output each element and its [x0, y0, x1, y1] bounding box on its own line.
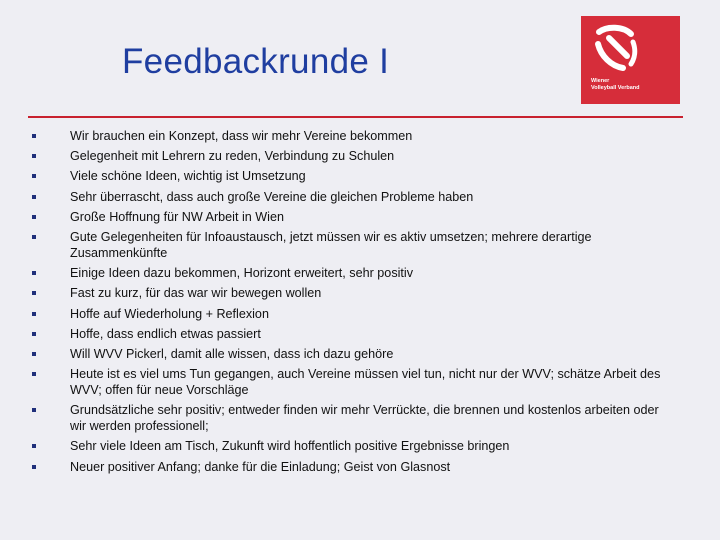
bullet-square-icon — [32, 408, 36, 412]
list-item — [32, 326, 672, 342]
list-item-text: Heute ist es viel ums Tun gegangen, auch Vereine müssen viel tun, nicht nur der WVV; schätze Arbeit des WVV; offen für neue Vorschläge — [70, 367, 661, 398]
list-item-text: Fast zu kurz, für das war wir bewegen wollen — [70, 286, 322, 301]
feedback-list — [32, 128, 672, 475]
list-item — [32, 189, 672, 205]
list-item-text: Hoffe auf Wiederholung + Reflexion — [70, 306, 269, 321]
list-item — [32, 306, 672, 322]
logo-text — [591, 78, 640, 92]
list-item — [32, 148, 672, 164]
list-item — [32, 128, 672, 144]
list-item — [32, 209, 672, 225]
list-item-text: Einige Ideen dazu bekommen, Horizont erweitert, sehr positiv — [70, 266, 414, 281]
list-item-text: Gelegenheit mit Lehrern zu reden, Verbindung zu Schulen — [70, 149, 395, 164]
list-item — [32, 438, 672, 454]
list-item — [32, 265, 672, 281]
bullet-square-icon — [32, 352, 36, 356]
list-item — [32, 459, 672, 475]
list-item — [32, 168, 672, 184]
bullet-square-icon — [32, 154, 36, 158]
list-item-text: Wir brauchen ein Konzept, dass wir mehr Vereine bekommen — [70, 129, 413, 143]
bullet-square-icon — [32, 134, 36, 138]
list-item-text: Gute Gelegenheiten für Infoaustausch, jetzt müssen wir es aktiv umsetzen; mehrere derartige Zusammenkünfte — [70, 229, 592, 260]
list-item-text: Hoffe, dass endlich etwas passiert — [70, 326, 261, 341]
wvv-logo — [581, 16, 680, 104]
list-item-text: Sehr viele Ideen am Tisch, Zukunft wird hoffentlich positive Ergebnisse bringen — [70, 439, 510, 454]
bullet-square-icon — [32, 332, 36, 336]
volleyball-logo-icon — [593, 24, 639, 74]
bullet-square-icon — [32, 174, 36, 178]
list-item — [32, 402, 672, 434]
list-item-text: Viele schöne Ideen, wichtig ist Umsetzung — [70, 169, 306, 184]
list-item — [32, 285, 672, 301]
list-item — [32, 366, 672, 398]
list-item-text: Sehr überrascht, dass auch große Vereine die gleichen Probleme haben — [70, 189, 474, 204]
bullet-square-icon — [32, 465, 36, 469]
logo-line-1: Wiener — [591, 78, 610, 84]
list-item — [32, 346, 672, 362]
bullet-square-icon — [32, 372, 36, 376]
bullet-square-icon — [32, 291, 36, 295]
bullet-square-icon — [32, 215, 36, 219]
bullet-square-icon — [32, 195, 36, 199]
logo-line-2: Volleyball Verband — [591, 85, 640, 91]
bullet-square-icon — [32, 444, 36, 448]
bullet-square-icon — [32, 312, 36, 316]
list-item-text: Neuer positiver Anfang; danke für die Einladung; Geist von Glasnost — [70, 459, 451, 474]
list-item-text: Will WVV Pickerl, damit alle wissen, dass ich dazu gehöre — [70, 346, 394, 361]
list-item — [32, 229, 672, 261]
list-item-text: Grundsätzliche sehr positiv; entweder finden wir mehr Verrückte, die brennen und kostenlos arbeiten oder wir werden professionell; — [70, 403, 659, 434]
slide-title: Feedbackrunde I — [122, 42, 390, 81]
bullet-square-icon — [32, 235, 36, 239]
title-divider — [28, 116, 683, 118]
list-item-text: Große Hoffnung für NW Arbeit in Wien — [70, 209, 284, 224]
bullet-square-icon — [32, 271, 36, 275]
